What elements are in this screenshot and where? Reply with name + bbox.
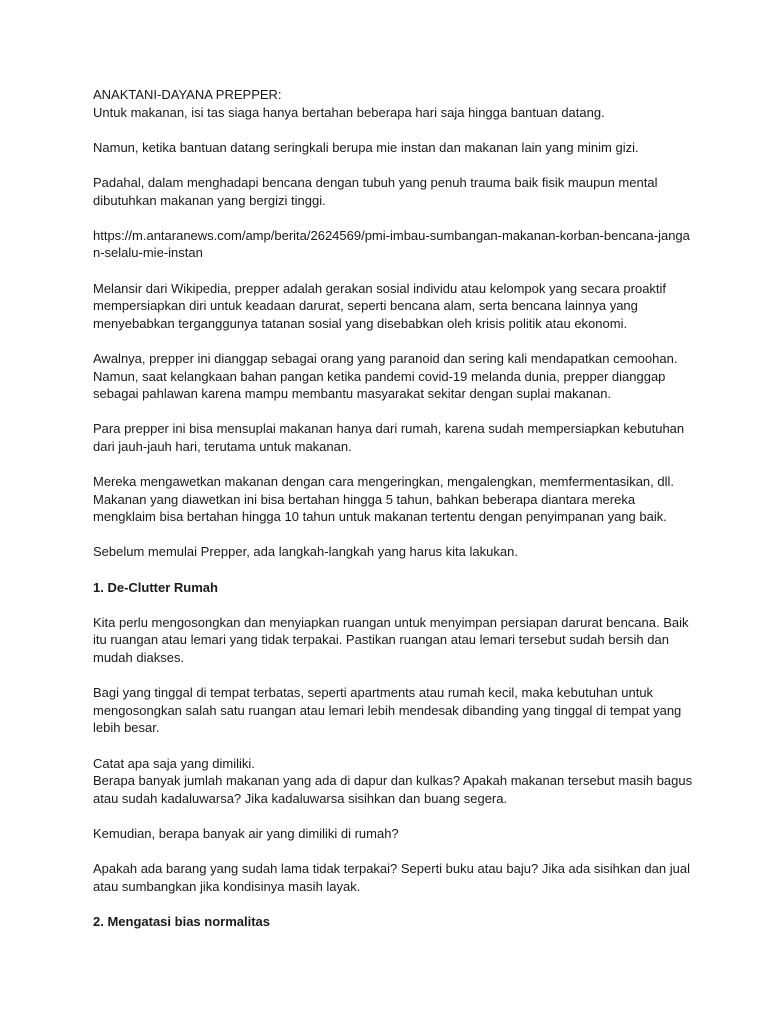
paragraph-8: Kita perlu mengosongkan dan menyiapkan ruangan untuk menyimpan persiapan darurat bencana. Baik itu ruangan atau lemari yang tidak terpakai. Pastikan ruangan atau lemari tersebut sudah bersih dan mudah diakses. [93, 614, 689, 665]
paragraph-intro: Untuk makanan, isi tas siaga hanya bertahan beberapa hari saja hingga bantuan datang. [93, 104, 605, 120]
paragraph-1: Namun, ketika bantuan datang seringkali berupa mie instan dan makanan lain yang minim gizi. [93, 139, 639, 155]
paragraph-3: Melansir dari Wikipedia, prepper adalah gerakan sosial individu atau kelompok yang secara proaktif mempersiapkan diri untuk keadaan darurat, seperti bencana alam, serta bencana lainnya yang menyebabkan terganggunya tatanan sosial yang disebabkan oleh krisis politik atau ekonomi. [93, 280, 667, 331]
document-body [93, 86, 693, 948]
paragraph-5: Para prepper ini bisa mensuplai makanan hanya dari rumah, karena sudah mempersiapkan kebutuhan dari jauh-jauh hari, terutama untuk makanan. [93, 421, 685, 454]
paragraph-4: Awalnya, prepper ini dianggap sebagai orang yang paranoid dan sering kali mendapatkan cemoohan. Namun, saat kelangkaan bahan pangan ketika pandemi covid-19 melanda dunia, prepper dianggap sebagai pahlawan karena mampu membantu masyarakat sekitar dengan suplai makanan. [93, 350, 678, 402]
paragraph-2: Padahal, dalam menghadapi bencana dengan tubuh yang penuh trauma baik fisik maupun mental dibutuhkan makanan yang bergizi tinggi. [93, 174, 658, 208]
paragraph-12: Apakah ada barang yang sudah lama tidak terpakai? Seperti buku atau baju? Jika ada sisihkan dan jual atau sumbangkan jika kondisinya masih layak. [93, 861, 690, 894]
source-url: https://m.antaranews.com/amp/berita/2624569/pmi-imbau-sumbangan-makanan-korban-bencana-jangan-selalu-mie-instan [93, 227, 690, 261]
paragraph-10a: Catat apa saja yang dimiliki. [93, 755, 255, 771]
paragraph-9: Bagi yang tinggal di tempat terbatas, seperti apartments atau rumah kecil, maka kebutuhan untuk mengosongkan salah satu ruangan atau lemari lebih mendesak dibanding yang tinggal di tempat yang lebih besar. [93, 685, 682, 736]
section-heading-2: 2. Mengatasi bias normalitas [93, 913, 271, 929]
paragraph-10b: Berapa banyak jumlah makanan yang ada di dapur dan kulkas? Apakah makanan tersebut masih bagus atau sudah kadaluwarsa? Jika kadaluwarsa sisihkan dan buang segera. [93, 773, 693, 806]
section-heading-1: 1. De-Clutter Rumah [93, 579, 218, 595]
paragraph-6: Mereka mengawetkan makanan dengan cara mengeringkan, mengalengkan, memfermentasikan, dll. Makanan yang diawetkan ini bisa bertahan hingga 5 tahun, bahkan beberapa diantara mereka mengklaim bisa bertahan hingga 10 tahun untuk makanan tertentu dengan penyimpanan yang baik. [93, 474, 674, 525]
paragraph-11: Kemudian, berapa banyak air yang dimiliki di rumah? [93, 825, 399, 841]
paragraph-7: Sebelum memulai Prepper, ada langkah-langkah yang harus kita lakukan. [93, 544, 518, 560]
document-title: ANAKTANI-DAYANA PREPPER: [93, 87, 282, 102]
